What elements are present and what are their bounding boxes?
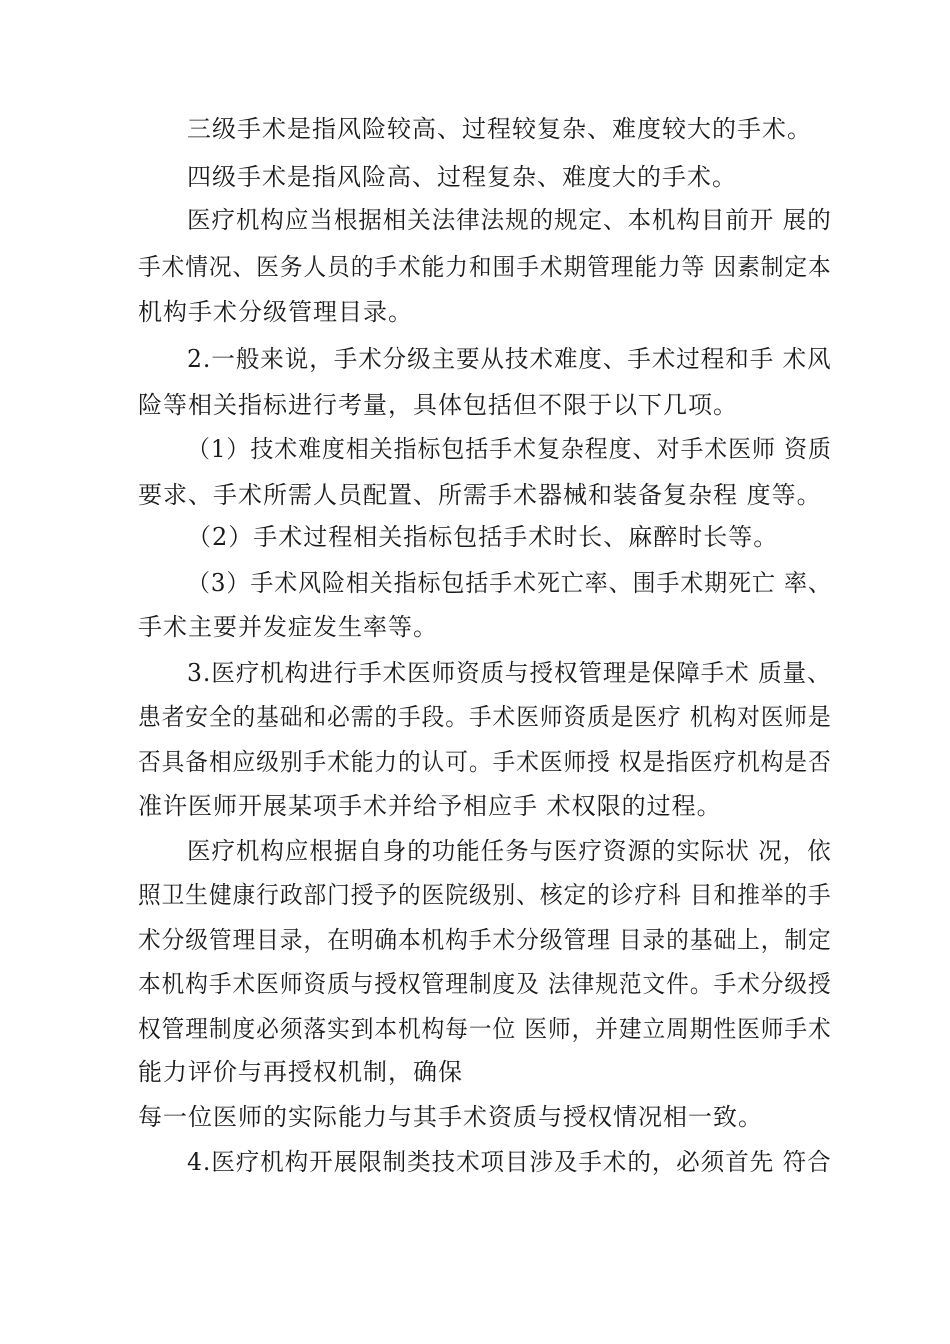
text-line: 患者安全的基础和必需的手段。手术医师资质是医疗 机构对医师是 xyxy=(138,703,832,731)
text-line: （1）技术难度相关指标包括手术复杂程度、对手术医师 资质 xyxy=(187,435,832,463)
text-line: 照卫生健康行政部门授予的医院级别、核定的诊疗科 目和推举的手 xyxy=(138,881,832,909)
text-line: 准许医师开展某项手术并给予相应手 术权限的过程。 xyxy=(138,792,722,820)
text-line: 手术主要并发症发生率等。 xyxy=(138,613,438,641)
text-line: 要求、手术所需人员配置、所需手术器械和装备复杂程 度等。 xyxy=(138,481,822,509)
text-line: 本机构手术医师资质与授权管理制度及 法律规范文件。手术分级授 xyxy=(138,970,832,998)
text-line: 三级手术是指风险较高、过程较复杂、难度较大的手术。 xyxy=(187,115,812,143)
text-line: 医疗机构应根据自身的功能任务与医疗资源的实际状 况，依 xyxy=(187,837,832,865)
text-line: 四级手术是指风险高、过程复杂、难度大的手术。 xyxy=(187,163,737,191)
text-line: 权管理制度必须落实到本机构每一位 医师，并建立周期性医师手术 xyxy=(138,1015,832,1043)
text-line: 4.医疗机构开展限制类技术项目涉及手术的，必须首先 符合 xyxy=(187,1148,832,1176)
text-line: 机构手术分级管理目录。 xyxy=(138,298,413,326)
text-line: 手术情况、医务人员的手术能力和围手术期管理能力等 因素制定本 xyxy=(138,253,832,281)
text-line: 3.医疗机构进行手术医师资质与授权管理是保障手术 质量、 xyxy=(187,659,832,687)
text-line: （2）手术过程相关指标包括手术时长、麻醉时长等。 xyxy=(187,523,779,551)
text-line: 2.一般来说，手术分级主要从技术难度、手术过程和手 术风 xyxy=(187,345,832,373)
text-line: 术分级管理目录，在明确本机构手术分级管理 目录的基础上，制定 xyxy=(138,926,832,954)
text-line: 能力评价与再授权机制，确保 xyxy=(138,1058,463,1086)
text-line: 每一位医师的实际能力与其手术资质与授权情况相一致。 xyxy=(138,1103,763,1131)
text-line: （3）手术风险相关指标包括手术死亡率、围手术期死亡 率、 xyxy=(187,569,832,597)
text-line: 险等相关指标进行考量，具体包括但不限于以下几项。 xyxy=(138,391,738,419)
text-line: 否具备相应级别手术能力的认可。手术医师授 权是指医疗机构是否 xyxy=(138,748,832,776)
text-line: 医疗机构应当根据相关法律法规的规定、本机构目前开 展的 xyxy=(187,206,832,234)
